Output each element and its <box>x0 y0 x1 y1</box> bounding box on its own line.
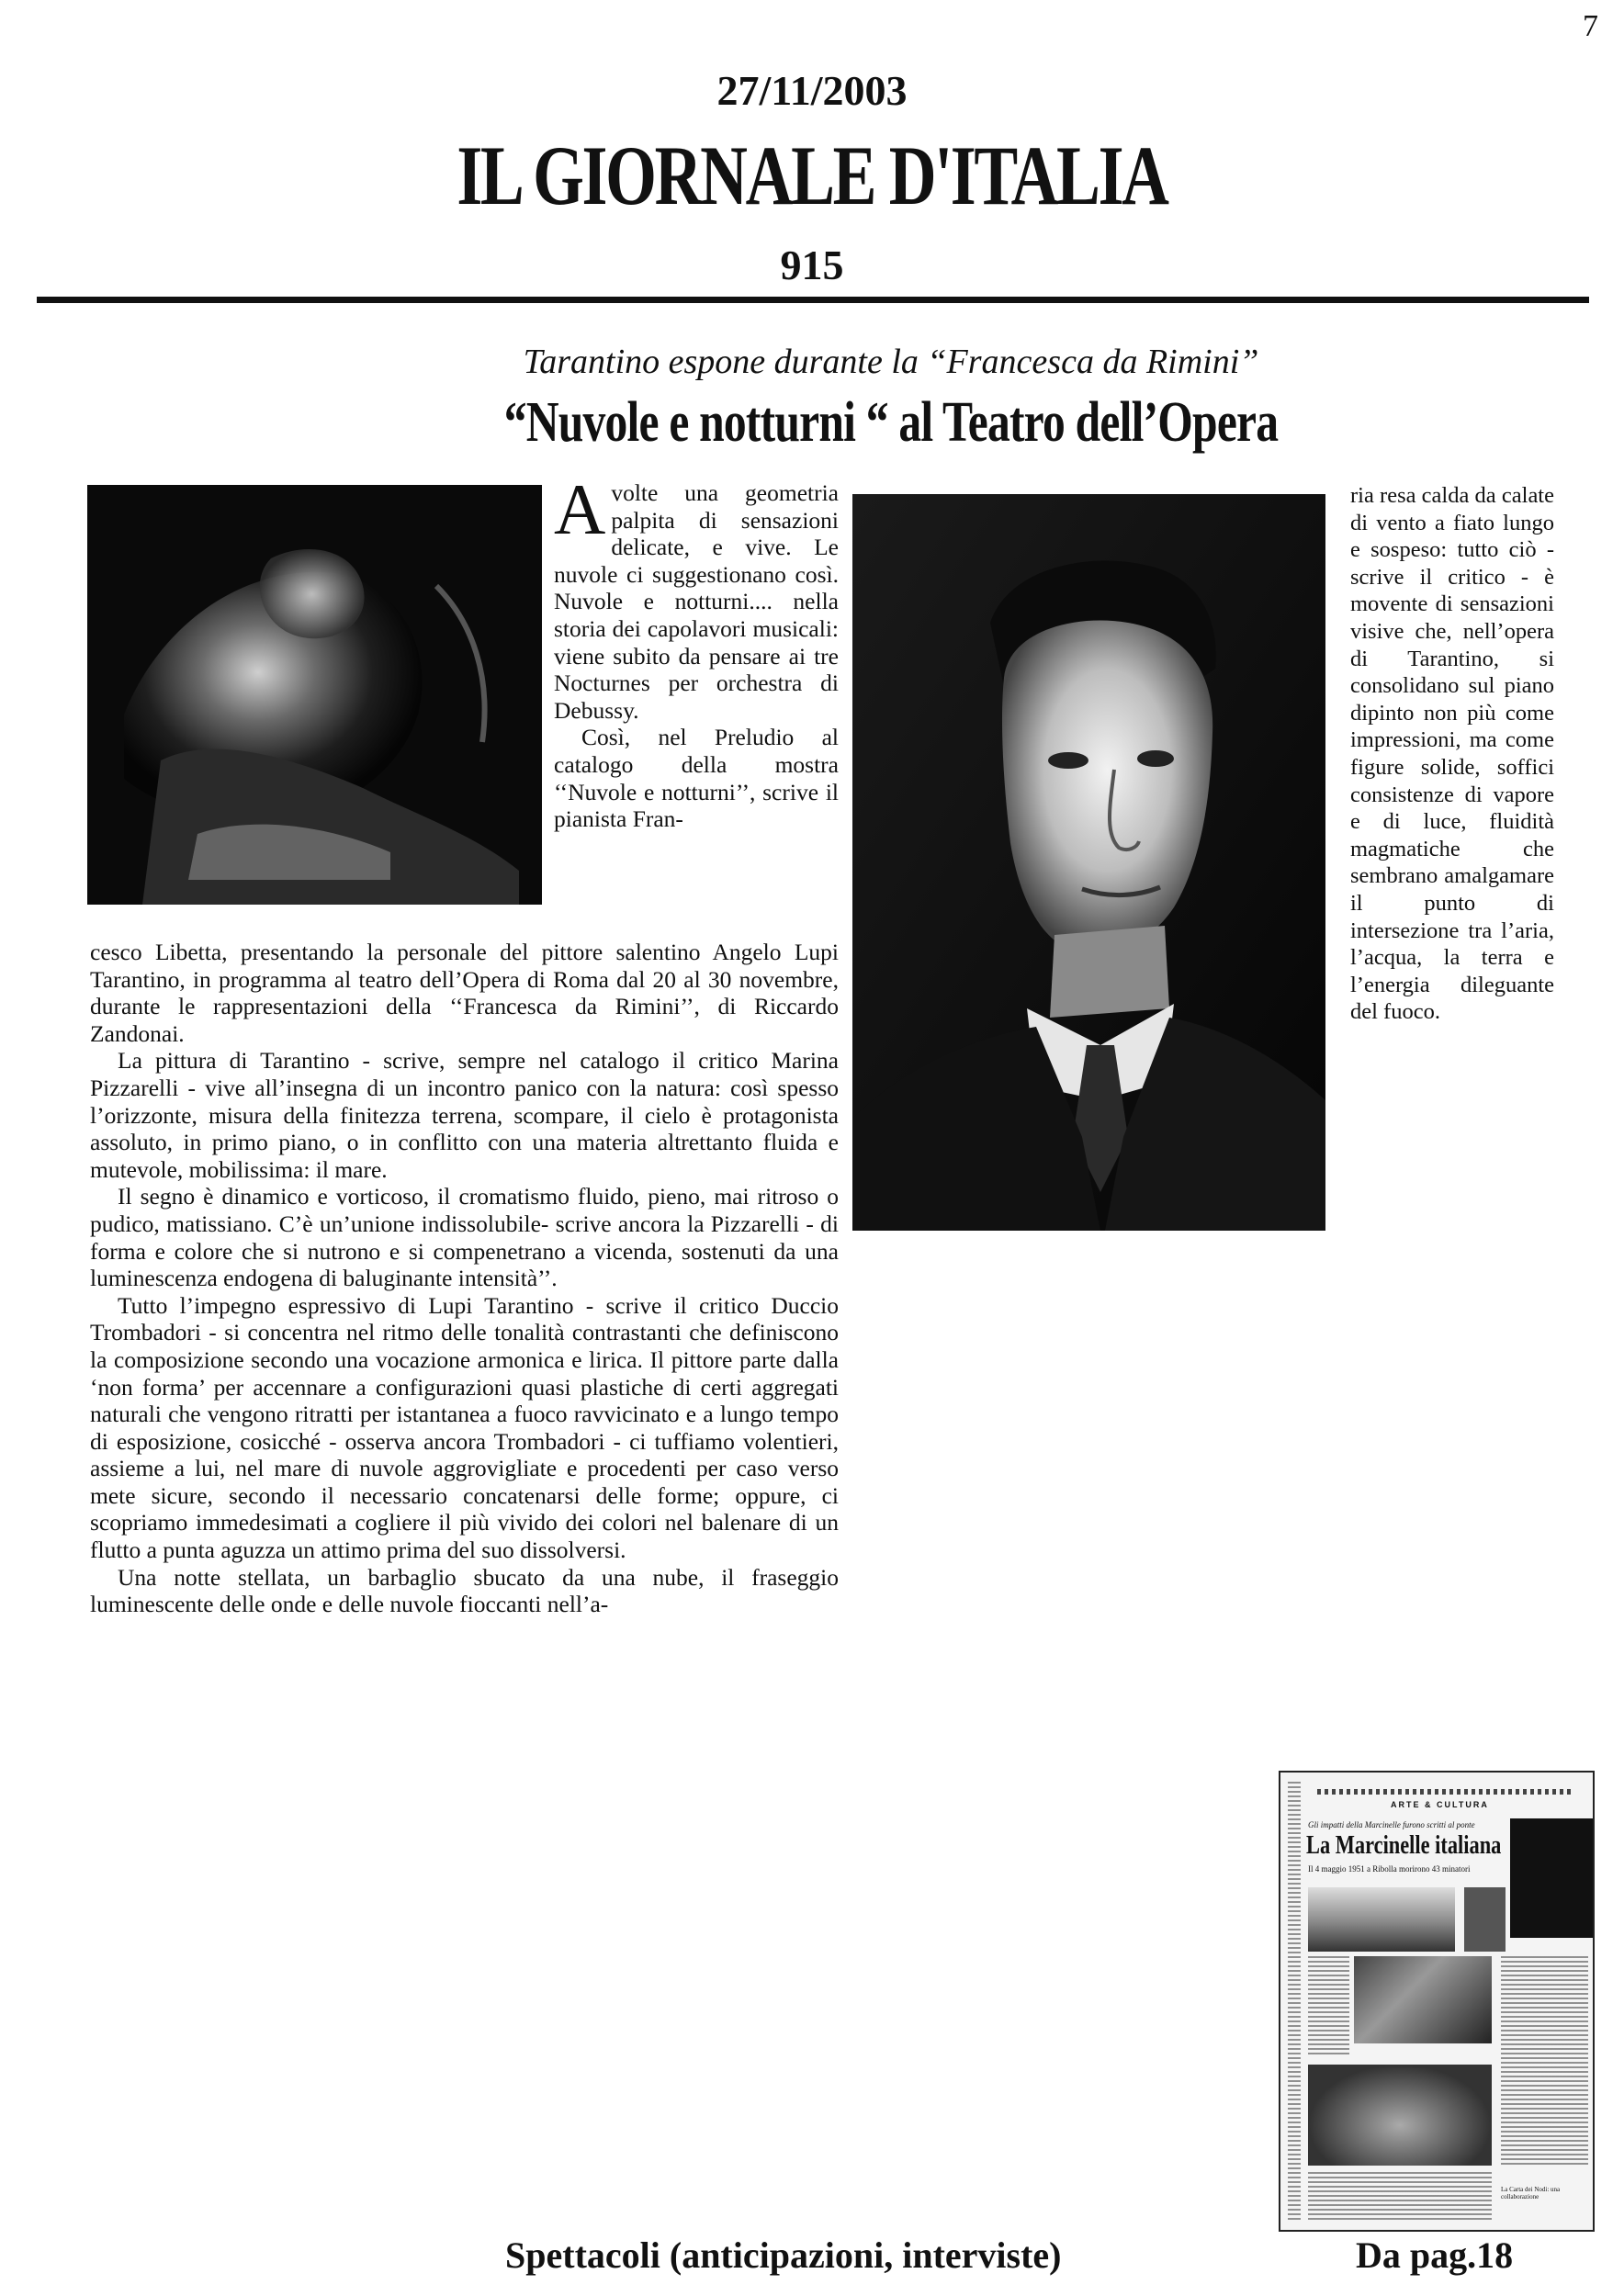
thumb-text-block <box>1288 1782 1301 2223</box>
thumb-text-block <box>1501 1956 1588 2167</box>
publication-date: 27/11/2003 <box>716 67 908 114</box>
paragraph-6: Una notte stellata, un barbaglio sbucato da una nube, il fraseggio luminescente delle onde e delle nuvole fioccanti nell’a- <box>90 1563 839 1618</box>
article-headline: “Nuvole e notturni “ al Teatro dell’Opera <box>503 391 1279 454</box>
page-number: 7 <box>1583 9 1598 43</box>
source-page-thumbnail <box>1279 1771 1595 2232</box>
masthead-divider <box>37 297 1589 303</box>
footer-source-page: Da pag.18 <box>1356 2234 1514 2276</box>
thumb-caption: Il 4 maggio 1951 a Ribolla morirono 43 minatori <box>1308 1864 1471 1874</box>
article-lead-column <box>554 469 839 833</box>
thumb-image <box>1354 1956 1492 2043</box>
figure-photo <box>87 485 542 905</box>
portrait-photo-image <box>852 494 1325 1231</box>
thumb-section-label: ARTE & CULTURA <box>1391 1800 1489 1809</box>
portrait-photo <box>852 494 1325 1231</box>
thumb-image <box>1308 2065 1492 2166</box>
thumb-image <box>1464 1887 1506 1952</box>
thumb-image <box>1308 1887 1455 1952</box>
paragraph-2-end: cesco Libetta, presentando la personale del pittore salentino Angelo Lupi Tarantino, in programma al teatro dell’Opera di Roma dal 20 al 30 novembre, durante le rappresentazioni della ‘‘Francesca da Rimini’’, di Riccardo Zandonai. <box>90 939 839 1047</box>
paragraph-4: Il segno è dinamico e vorticoso, il cromatismo fluido, pieno, mai ritroso o pudico, matissiano. C’è un’unione indissolubile- scrive ancora la Pizzarelli - di forma e colore che si nutrono e si compenetrano a vicenda, sostenuti da una luminescenza endogena di baluginante intensità’’. <box>90 1183 839 1292</box>
thumb-dark-block <box>1510 1818 1593 1938</box>
footer-section-label: Spettacoli (anticipazioni, interviste) <box>505 2234 1062 2276</box>
article-continuation-column: ria resa calda da calate di vento a fiato lungo e sospeso: tutto ciò - scrive il critico - è movente di sensazioni visive che, nell’opera di Tarantino, si consolidano sul piano dipinto non più come impressioni, ma come figure solide, soffici consistenze di vapore e di luce, fluidità magmatiche che sembrano amalgamare il punto di intersezione tra l’aria, l’acqua, la terra e l’energia dileguante del fuoco. <box>1350 483 1554 1025</box>
thumb-text-block <box>1308 2172 1492 2223</box>
figure-photo-image <box>87 485 542 905</box>
lead-paragraph: volte una geometria palpita di sensazioni delicate, e vive. Le nuvole ci suggestionano così. Nuvole e notturni.... nella storia dei capolavori musicali: viene subito da pensare ai tre Nocturnes per orchestra di Debussy. <box>554 479 839 724</box>
article-kicker: Tarantino espone durante la “Francesca da Rimini” <box>523 343 1259 381</box>
paragraph-5: Tutto l’impegno espressivo di Lupi Tarantino - scrive il critico Duccio Trombadori - si concentra nel ritmo delle tonalità contrastanti che definiscono la composizione secondo una vocazione armonica e lirica. Il pittore parte dalla ‘non forma’ per accennare a configurazioni quasi plastiche di certi aggregati naturali che vengono ritratti per istantanea a fuoco ravvicinato e a lungo tempo di esposizione, cosicché - osserva ancora Trombadori - ci tuffiamo volentieri, assieme a lui, nel mare di nuvole aggrovigliate e procedenti per caso verso mete sicure, secondo il necessario concatenarsi delle forme; oppure, ci scopriamo immedesimati a cogliere il più vivido dei colori nel balenare di un flutto a punta aguzza un attimo prima del suo dissolversi. <box>90 1291 839 1564</box>
article-main-column <box>90 939 839 1618</box>
newspaper-title: IL GIORNALE D'ITALIA <box>457 129 1167 222</box>
paragraph-3: La pittura di Tarantino - scrive, sempre nel catalogo il critico Marina Pizzarelli - vive all’insegna di un incontro panico con la natura: così spesso l’orizzonte, misura della finitezza terrena, scompare, il cielo è protagonista assoluto, in primo piano, o in conflitto con una materia altrettanto fluida e mutevole, mobilissima: il mare. <box>90 1047 839 1183</box>
thumb-caption-bottom: La Carta dei Nodi: una collaborazione <box>1501 2186 1561 2200</box>
thumb-title: La Marcinelle italiana <box>1306 1831 1502 1860</box>
thumb-text-block <box>1308 1956 1349 2057</box>
drop-cap: A <box>554 469 606 549</box>
paragraph-2-start: Così, nel Preludio al catalogo della mostra ‘‘Nuvole e notturni’’, scrive il pianista Fran- <box>554 724 839 833</box>
issue-number: 915 <box>780 242 844 288</box>
thumb-subtitle: Gli impatti della Marcinelle furono scritti al ponte <box>1308 1820 1475 1829</box>
thumb-header-line <box>1317 1789 1574 1795</box>
